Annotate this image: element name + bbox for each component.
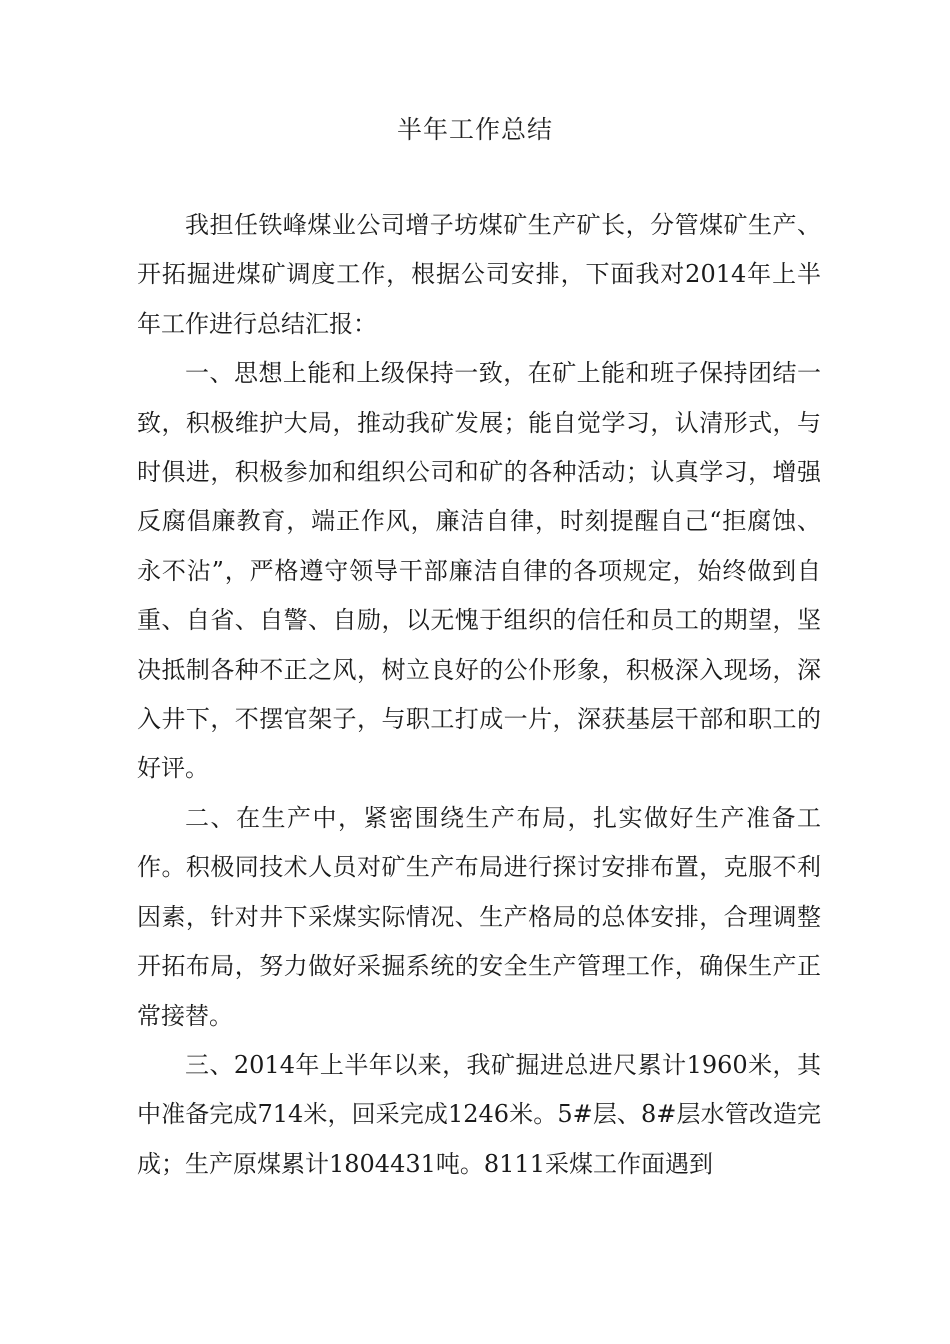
paragraph-section-3: 三、2014年上半年以来，我矿掘进总进尺累计1960米，其中准备完成714米，回采完成1246米。5#层、8#层水管改造完成；生产原煤累计1804431吨。8111采煤工作面遇到 [137, 1050, 821, 1178]
paragraph-section-2: 二、在生产中，紧密围绕生产布局，扎实做好生产准备工作。积极同技术人员对矿生产布局进行探讨安排布置，克服不利因素，针对井下采煤实际情况、生产格局的总体安排，合理调整开拓布局，努力做好采掘系统的安全生产管理工作，确保生产正常接替。 [137, 803, 821, 1030]
paragraph-intro: 我担任铁峰煤业公司增子坊煤矿生产矿长，分管煤矿生产、开拓掘进煤矿调度工作，根据公司安排，下面我对2014年上半年工作进行总结汇报： [137, 211, 821, 338]
document-title: 半年工作总结 [396, 115, 553, 144]
paragraph-section-1: 一、思想上能和上级保持一致，在矿上能和班子保持团结一致，积极维护大局，推动我矿发展；能自觉学习，认清形式，与时俱进，积极参加和组织公司和矿的各种活动；认真学习，增强反腐倡廉教育，端正作风，廉洁自律，时刻提醒自己“拒腐蚀、永不沾”，严格遵守领导干部廉洁自律的各项规定，始终做到自重、自省、自警、自励，以无愧于组织的信任和员工的期望，坚决抵制各种不正之风，树立良好的公仆形象，积极深入现场，深入井下，不摆官架子，与职工打成一片，深获基层干部和职工的好评。 [137, 359, 821, 783]
document-body [137, 201, 821, 1189]
